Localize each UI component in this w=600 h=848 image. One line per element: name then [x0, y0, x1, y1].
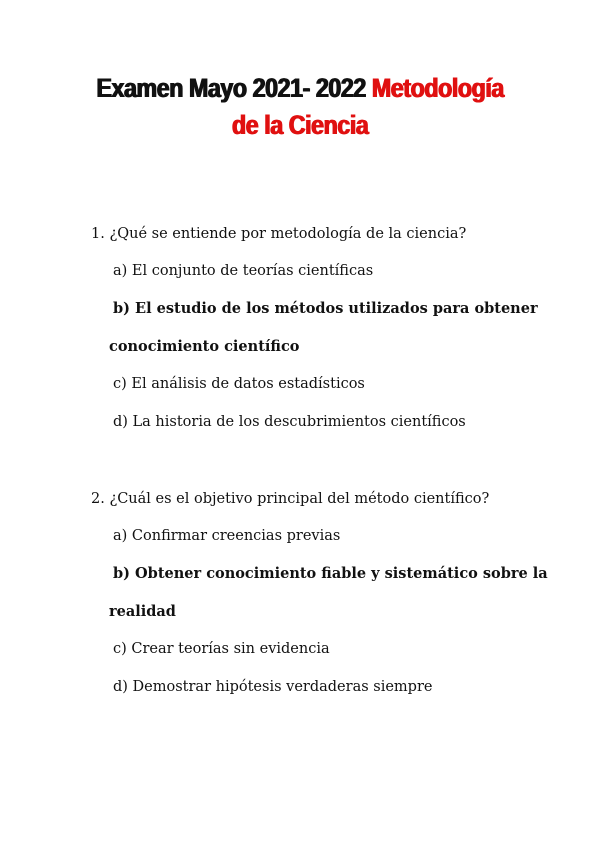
page-title — [42, 70, 558, 144]
question-2-option-c: c) Crear teorías sin evidencia — [113, 641, 330, 657]
title-subject-line1: Metodología — [371, 73, 504, 103]
question-2-option-b: b) Obtener conocimiento fiable y sistemático sobre la — [113, 565, 548, 582]
question-1-option-c: c) El análisis de datos estadísticos — [113, 376, 365, 392]
title-subject-line2: de la Ciencia — [231, 110, 369, 140]
question-1-option-b: b) El estudio de los métodos utilizados para obtener — [113, 300, 538, 317]
question-2-option-a: a) Confirmar creencias previas — [113, 528, 341, 544]
question-2-text: 2. ¿Cuál es el objetivo principal del método científico? — [91, 491, 490, 507]
question-2-option-d: d) Demostrar hipótesis verdaderas siempre — [113, 679, 433, 695]
question-2-option-b-continued: realidad — [109, 603, 176, 620]
question-1-option-d: d) La historia de los descubrimientos científicos — [113, 414, 466, 430]
title-exam-date: Examen Mayo 2021- 2022 — [96, 73, 366, 103]
question-1-option-b-continued: conocimiento científico — [109, 338, 300, 355]
question-1-text: 1. ¿Qué se entiende por metodología de la ciencia? — [91, 226, 467, 242]
question-1-option-a: a) El conjunto de teorías científicas — [113, 263, 374, 279]
